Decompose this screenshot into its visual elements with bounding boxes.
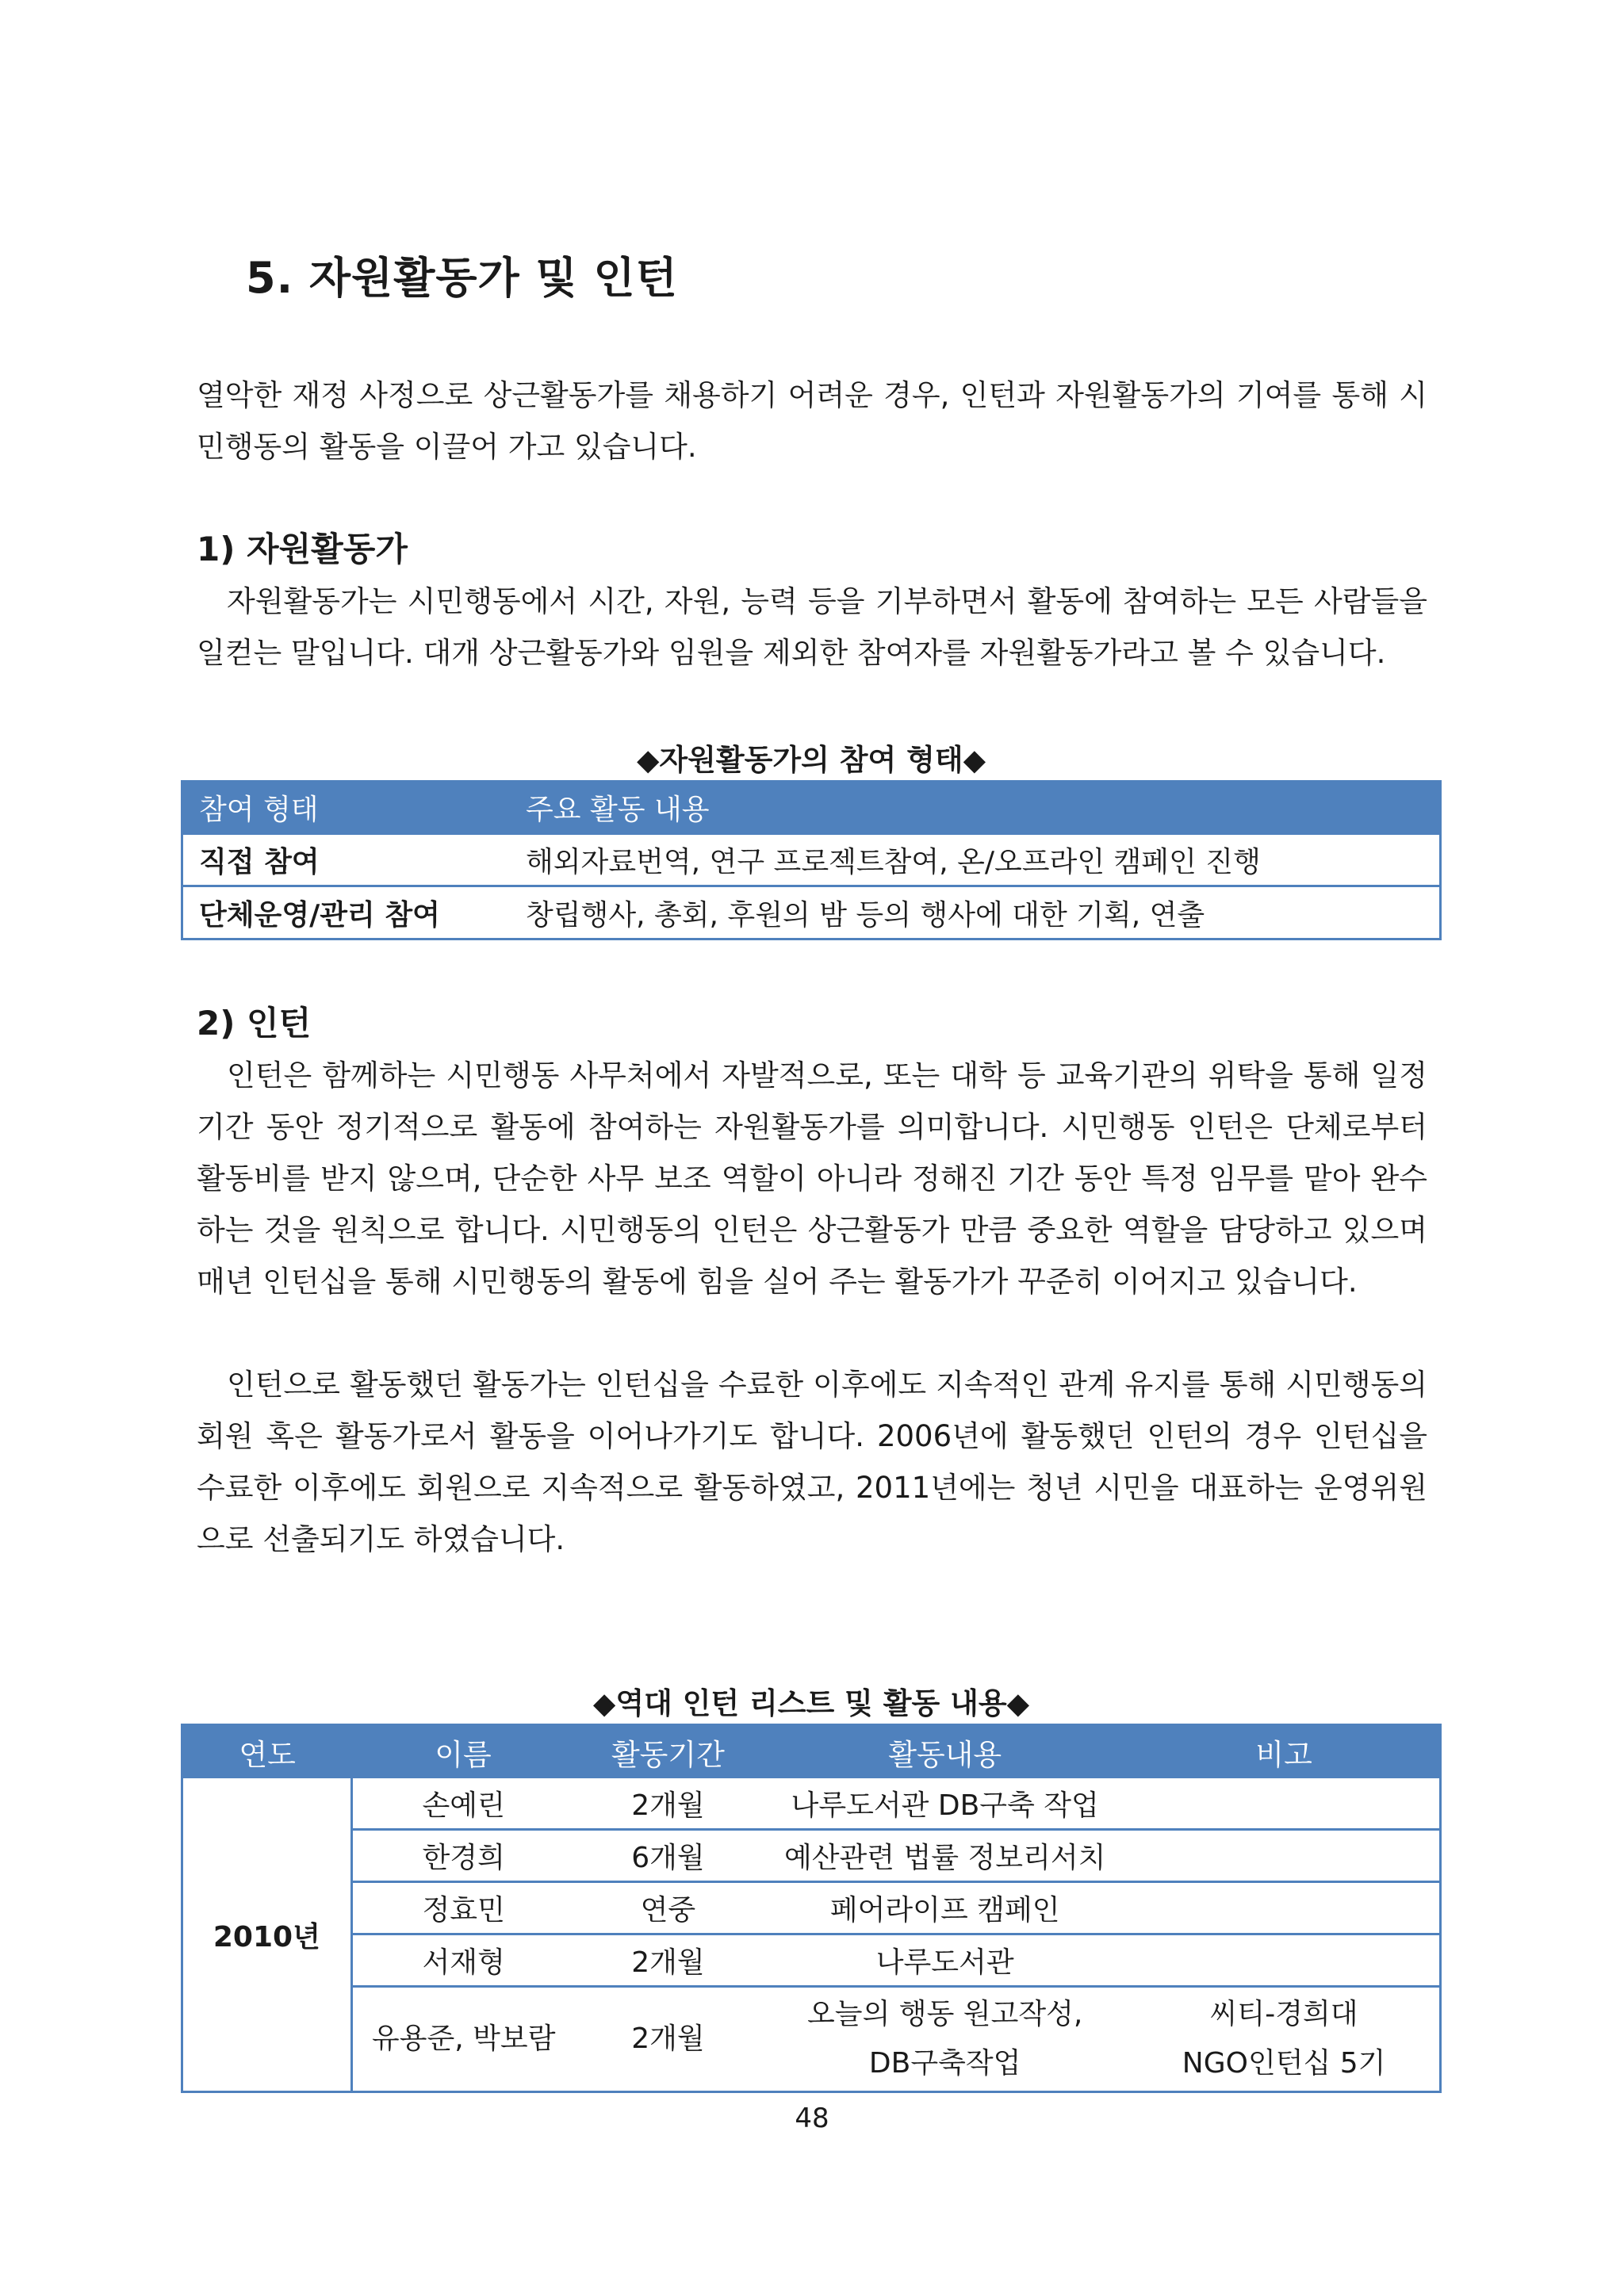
table-row: [182, 1882, 1441, 1934]
header-cell: 이름: [351, 1725, 574, 1779]
table-row: [182, 1830, 1441, 1882]
intern-name: 한경희: [351, 1830, 574, 1882]
intern-note: [1128, 1934, 1440, 1987]
intern-table-caption: ◆역대 인턴 리스트 및 활동 내용◆: [592, 1686, 1030, 1720]
intern-note: [1128, 1987, 1440, 2092]
intern-note: [1128, 1882, 1440, 1934]
intern-activity: 예산관련 법률 정보리서치: [761, 1830, 1128, 1882]
intern-activity: 나루도서관 DB구축 작업: [761, 1778, 1128, 1830]
activity-content: 창립행사, 총회, 후원의 밤 등의 행사에 대한 기획, 연출: [526, 898, 1205, 932]
intern-note: [1128, 1778, 1440, 1830]
intern-heading: 2) 인턴: [197, 1004, 312, 1043]
intern-name: 서재형: [351, 1934, 574, 1987]
intern-period: 2개월: [575, 1778, 762, 1830]
activity-line: 오늘의 행동 원고작성,: [807, 1998, 1083, 2030]
table-row: [182, 1987, 1441, 2092]
header-cell: 활동기간: [575, 1725, 762, 1779]
participation-type: 직접 참여: [199, 846, 320, 878]
intern-period: 6개월: [575, 1830, 762, 1882]
intro-paragraph: 열악한 재정 사정으로 상근활동가를 채용하기 어려운 경우, 인턴과 자원활동가의 기여를 통해 시민행동의 활동을 이끌어 가고 있습니다.: [197, 378, 1427, 464]
intern-activity: [761, 1987, 1128, 2092]
table-row: [182, 1934, 1441, 1987]
intern-activity: 페어라이프 캠페인: [761, 1882, 1128, 1934]
table-row: [183, 835, 1439, 887]
intern-period: 연중: [575, 1882, 762, 1934]
intern-name: 정효민: [351, 1882, 574, 1934]
volunteer-heading: 1) 자원활동가: [197, 530, 408, 568]
intern-activity: 나루도서관: [761, 1934, 1128, 1987]
note-line: 씨티-경희대: [1209, 1998, 1358, 2030]
page-number: 48: [795, 2103, 829, 2134]
intern-paragraph-1: 인턴은 함께하는 시민행동 사무처에서 자발적으로, 또는 대학 등 교육기관의 위탁을 통해 일정 기간 동안 정기적으로 활동에 참여하는 자원활동가를 의미합니다. 시민행동 인턴은 단체로부터 활동비를 받지 않으며, 단순한 사무 보조 역할이 아니라 정해진 기간 동안 특정 임무를 맡아 완수하는 것을 원칙으로 합니다. 시민행동의 인턴은 상근활동가 만큼 중요한 역할을 담당하고 있으며 매년 인턴십을 통해 시민행동의 활동에 힘을 실어 주는 활동가가 꾸준히 이어지고 있습니다.: [197, 1058, 1427, 1299]
intern-list-table: [181, 1724, 1442, 2093]
header-cell: 연도: [182, 1725, 352, 1779]
table-header-row: [183, 783, 1439, 835]
table-row: [183, 887, 1439, 938]
volunteer-table-caption: ◆자원활동가의 참여 형태◆: [636, 743, 986, 777]
table-header-row: [182, 1725, 1441, 1779]
intern-period: 2개월: [631, 2022, 705, 2055]
header-cell: 활동내용: [761, 1725, 1128, 1779]
year-cell: 2010년: [182, 1778, 352, 2092]
header-cell: 주요 활동 내용: [526, 794, 710, 826]
intern-name: 유용준, 박보람: [371, 2022, 556, 2055]
volunteer-paragraph: 자원활동가는 시민행동에서 시간, 자원, 능력 등을 기부하면서 활동에 참여하는 모든 사람들을 일컫는 말입니다. 대개 상근활동가와 임원을 제외한 참여자를 자원활동가라고 볼 수 있습니다.: [197, 584, 1427, 670]
header-cell: 참여 형태: [199, 794, 319, 826]
note-line: NGO인턴십 5기: [1182, 2047, 1386, 2080]
header-cell: 비고: [1128, 1725, 1440, 1779]
intern-paragraph-2: 인턴으로 활동했던 활동가는 인턴십을 수료한 이후에도 지속적인 관계 유지를 통해 시민행동의 회원 혹은 활동가로서 활동을 이어나가기도 합니다. 2006년에 활동했던 인턴의 경우 인턴십을 수료한 이후에도 회원으로 지속적으로 활동하였고, 2011년에는 청년 시민을 대표하는 운영위원으로 선출되기도 하였습니다.: [197, 1368, 1427, 1556]
activity-line: DB구축작업: [868, 2047, 1021, 2080]
intern-name: 손예린: [351, 1778, 574, 1830]
participation-type: 단체운영/관리 참여: [199, 898, 440, 932]
activity-content: 해외자료번역, 연구 프로젝트참여, 온/오프라인 캠페인 진행: [526, 846, 1261, 878]
table-row: [182, 1778, 1441, 1830]
volunteer-participation-table: [181, 780, 1442, 940]
intern-period: 2개월: [575, 1934, 762, 1987]
intern-note: [1128, 1830, 1440, 1882]
section-title: 5. 자원활동가 및 인턴: [246, 253, 678, 303]
